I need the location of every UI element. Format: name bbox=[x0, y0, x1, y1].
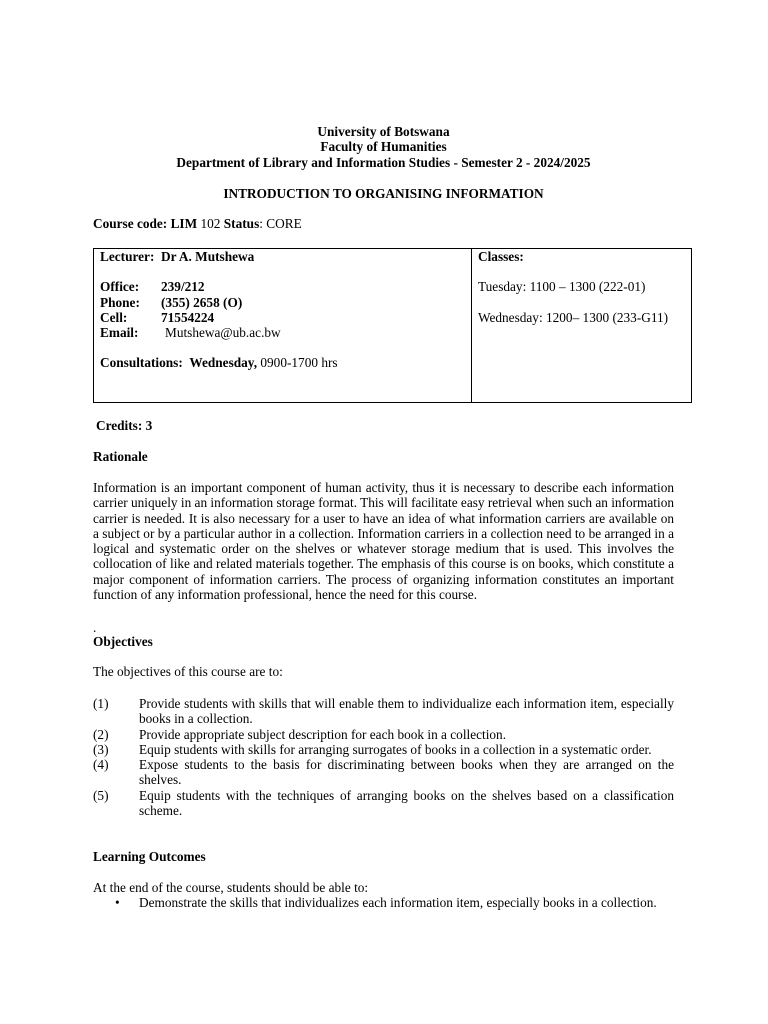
classes-tuesday: Tuesday: 1100 – 1300 (222-01) bbox=[478, 279, 646, 295]
status-value: : CORE bbox=[259, 216, 302, 231]
consultations-label: Consultations: bbox=[100, 355, 183, 371]
objective-number: (5) bbox=[93, 787, 109, 803]
consultations-time: 0900-1700 hrs bbox=[260, 355, 338, 371]
objectives-intro: The objectives of this course are to: bbox=[93, 664, 283, 679]
cell-row bbox=[100, 310, 465, 325]
department-line: Department of Library and Information Studies - Semester 2 - 2024/2025 bbox=[176, 154, 591, 170]
university-name: University of Botswana bbox=[317, 124, 450, 139]
cell-value: 71554224 bbox=[161, 309, 215, 325]
learning-outcomes-list bbox=[93, 895, 674, 910]
office-row bbox=[100, 279, 465, 294]
faculty-name: Faculty of Humanities bbox=[320, 139, 447, 155]
office-label: Office: bbox=[100, 279, 140, 295]
email-value: Mutshewa@ub.ac.bw bbox=[165, 325, 281, 341]
list-item bbox=[93, 895, 674, 910]
list-item bbox=[93, 696, 674, 727]
status-label: Status bbox=[223, 216, 260, 231]
objective-text: Expose students to the basis for discriminating between books when they are arranged on the shelves. bbox=[139, 757, 674, 788]
course-code-number: 102 bbox=[200, 216, 221, 231]
objective-text: Provide appropriate subject description for each book in a collection. bbox=[139, 726, 507, 742]
objective-text: Provide students with skills that will enable them to individualize each information item, especially books in a collection. bbox=[139, 696, 674, 727]
phone-value: (355) 2658 (O) bbox=[161, 294, 243, 310]
objective-number: (1) bbox=[93, 696, 109, 711]
bullet-icon: • bbox=[115, 895, 120, 910]
lecturer-cell bbox=[94, 249, 472, 403]
consultations-day: Wednesday, bbox=[189, 355, 258, 371]
course-code-line bbox=[93, 216, 302, 231]
lecturer-info-table bbox=[93, 248, 692, 403]
classes-wednesday: Wednesday: 1200– 1300 (233-G11) bbox=[478, 309, 669, 325]
outcome-text: Demonstrate the skills that individualizes each information item, especially books in a collection. bbox=[139, 895, 657, 910]
objective-number: (2) bbox=[93, 726, 109, 742]
course-code-label: Course code: bbox=[93, 216, 168, 231]
objective-text: Equip students with the techniques of arranging books on the shelves based on a classification scheme. bbox=[139, 787, 674, 819]
list-item bbox=[93, 742, 674, 757]
rationale-heading: Rationale bbox=[93, 449, 148, 464]
classes-cell bbox=[472, 249, 692, 403]
phone-row bbox=[100, 295, 465, 310]
objective-number: (3) bbox=[93, 741, 109, 757]
phone-label: Phone: bbox=[100, 294, 140, 310]
email-label: Email: bbox=[100, 325, 139, 341]
rationale-dot: . bbox=[93, 620, 97, 635]
learning-outcomes-intro: At the end of the course, students should be able to: bbox=[93, 880, 369, 895]
rationale-paragraph: Information is an important component of human activity, thus it is necessary to describe each information carrier uniquely in an information storage format. This will facilitate easy retrieval when such an information carrier is needed. It is also necessary for a user to have an idea of what information carriers are available on a subject or by a particular author in a collection. Information carriers in a collection need to be arranged in a logical and systematic order on the shelves or whatever storage medium that is used. This involves the collocation of like and related materials together. The emphasis of this course is on books, which constitute a major component of information carriers. The process of organizing information constitutes an important function of any information professional, hence the need for this course. bbox=[93, 480, 674, 603]
learning-outcomes-heading: Learning Outcomes bbox=[93, 849, 206, 864]
email-row bbox=[100, 325, 465, 340]
lecturer-line bbox=[100, 249, 465, 264]
objectives-heading: Objectives bbox=[93, 634, 153, 649]
objectives-list bbox=[93, 696, 674, 818]
course-code-prefix: LIM bbox=[170, 216, 198, 231]
consultations-line bbox=[100, 355, 465, 370]
lecturer-label: Lecturer: bbox=[100, 249, 155, 264]
classes-label: Classes: bbox=[478, 249, 524, 264]
cell-label: Cell: bbox=[100, 309, 128, 325]
list-item bbox=[93, 788, 674, 819]
list-item bbox=[93, 727, 674, 742]
course-title: INTRODUCTION TO ORGANISING INFORMATION bbox=[223, 186, 544, 201]
credits-line: Credits: 3 bbox=[96, 418, 153, 433]
objective-text: Equip students with skills for arranging surrogates of books in a collection in a systematic order. bbox=[139, 741, 652, 757]
document-header bbox=[93, 124, 674, 170]
lecturer-name: Dr A. Mutshewa bbox=[161, 249, 255, 264]
list-item bbox=[93, 757, 674, 788]
office-value: 239/212 bbox=[161, 279, 205, 295]
objective-number: (4) bbox=[93, 757, 109, 773]
